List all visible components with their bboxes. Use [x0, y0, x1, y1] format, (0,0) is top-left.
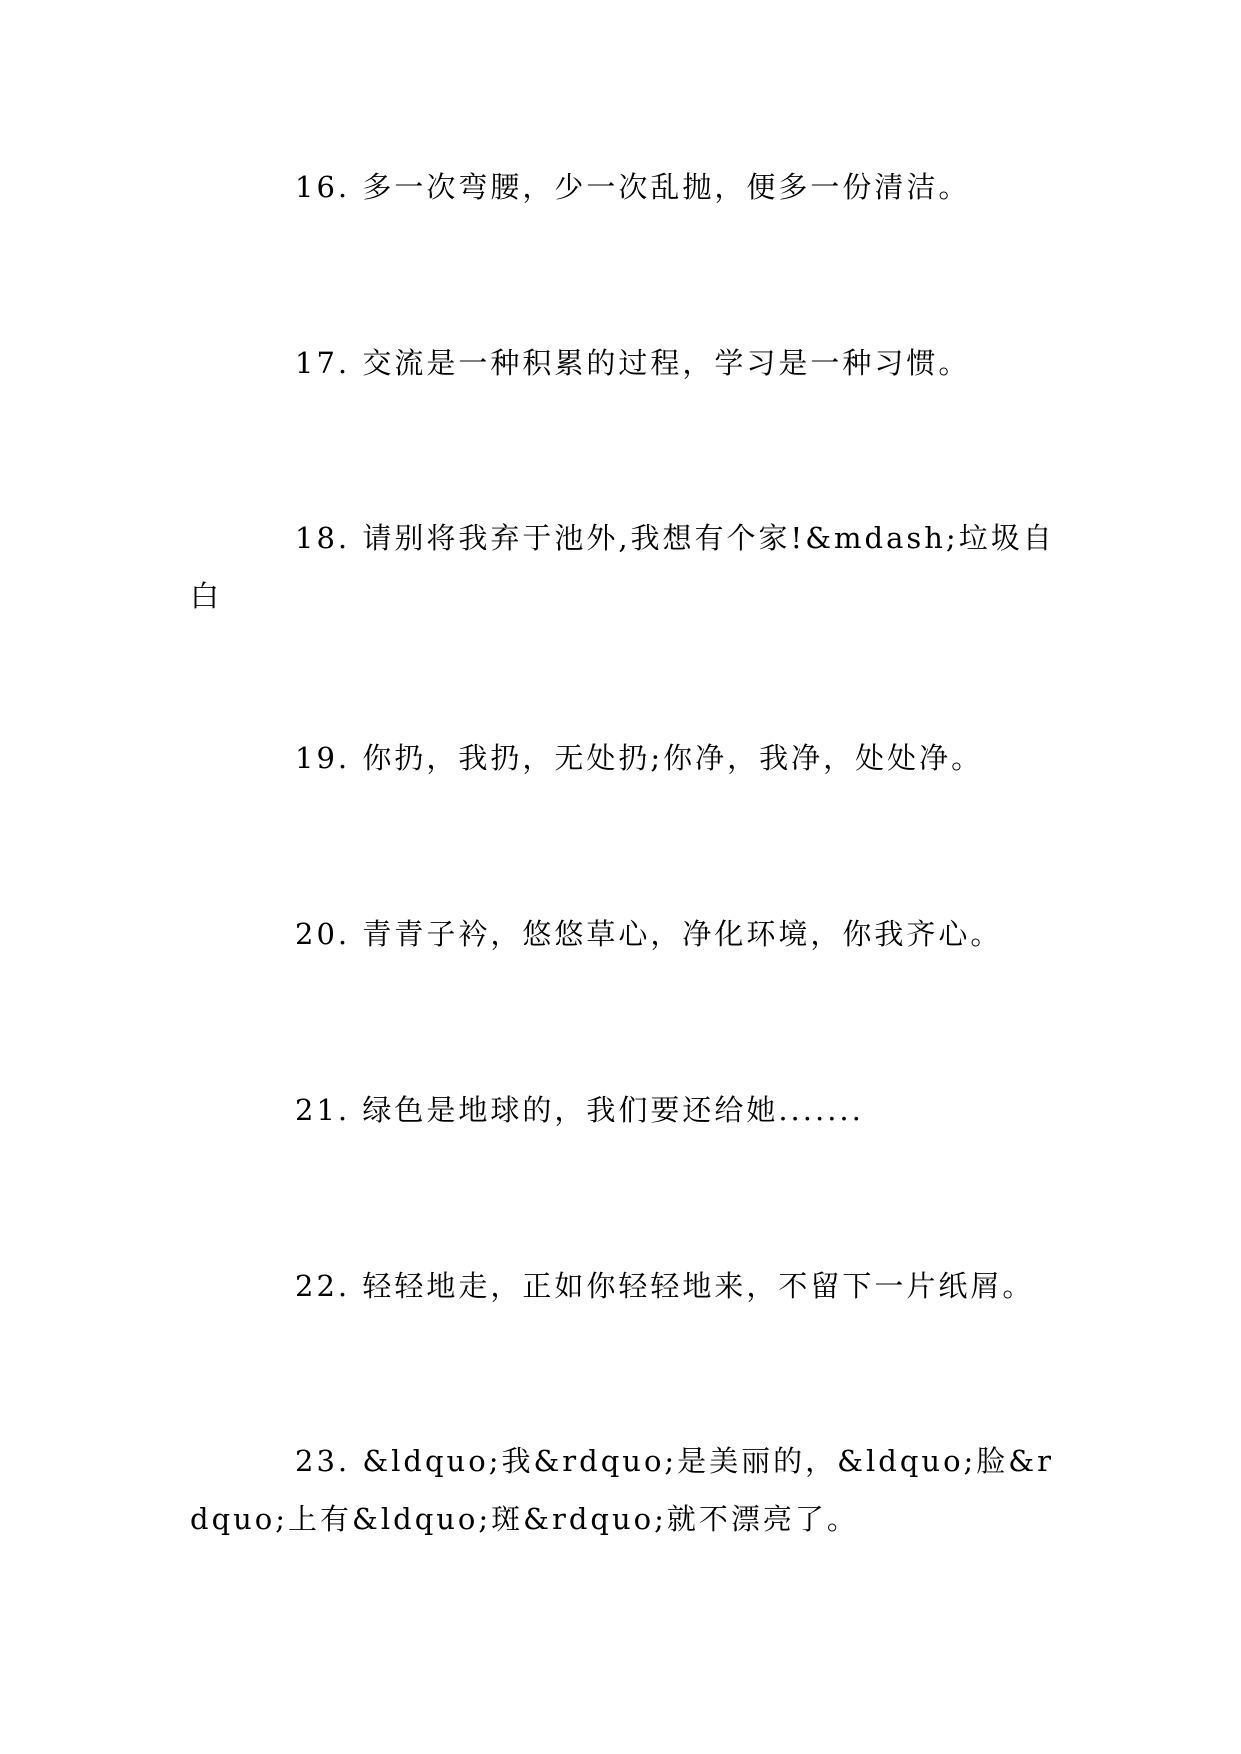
- slogan-16: 16. 多一次弯腰，少一次乱抛，便多一份清洁。: [295, 170, 971, 204]
- slogan-19: 19. 你扔，我扔，无处扔;你净，我净，处处净。: [295, 741, 984, 775]
- slogan-18: 18. 请别将我弃于池外,我想有个家!&mdash;垃圾自白: [190, 521, 1055, 613]
- slogan-22: 22. 轻轻地走，正如你轻轻地来，不留下一片纸屑。: [295, 1269, 1035, 1303]
- slogan-21: 21. 绿色是地球的，我们要还给她.......: [295, 1093, 864, 1127]
- slogan-17: 17. 交流是一种积累的过程，学习是一种习惯。: [295, 346, 971, 380]
- slogan-20: 20. 青青子衿，悠悠草心，净化环境，你我齐心。: [295, 917, 1003, 951]
- slogan-23: 23. &ldquo;我&rdquo;是美丽的，&ldquo;脸&rdquo;上有&ldquo;斑&rdquo;就不漂亮了。: [190, 1444, 1054, 1536]
